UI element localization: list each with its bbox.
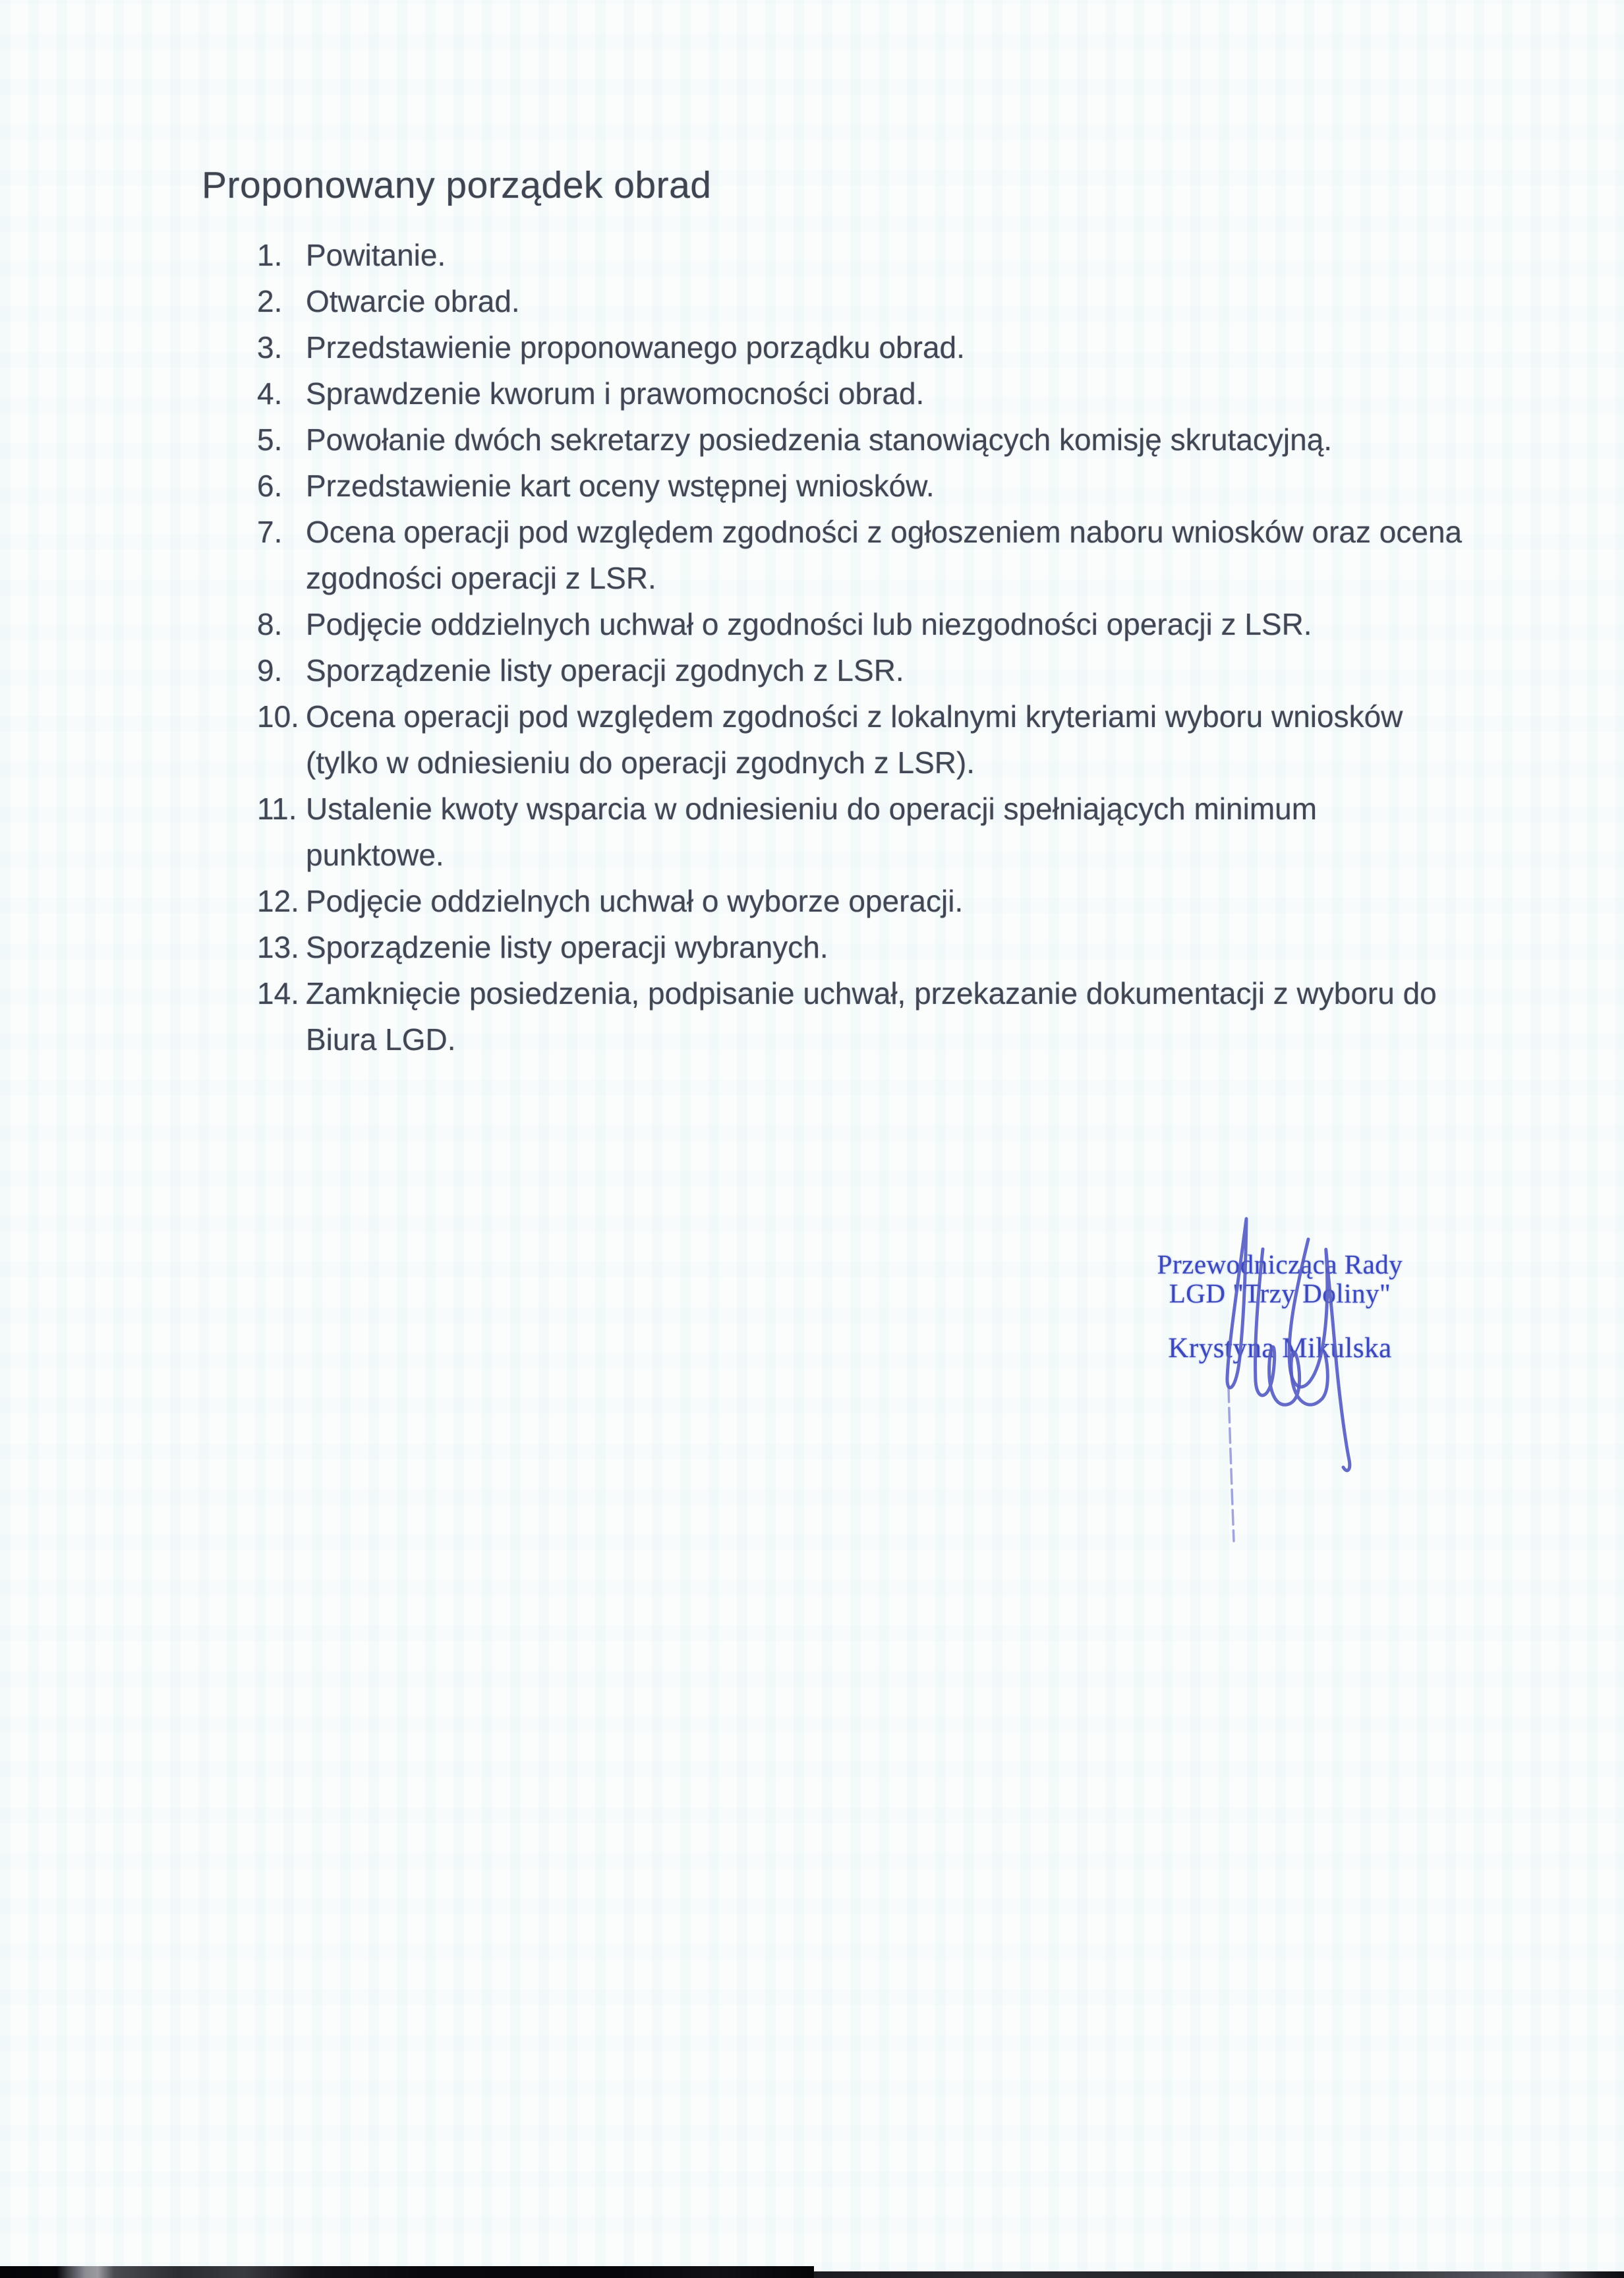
agenda-item-number: 9. <box>257 653 283 687</box>
agenda-item <box>257 647 1462 693</box>
agenda-item-line: Zamknięcie posiedzenia, podpisanie uchwał, przekazanie dokumentacji z wyboru do <box>306 976 1437 1010</box>
agenda-item-text <box>306 924 828 970</box>
agenda-item-number: 8. <box>257 607 283 641</box>
agenda-item-number: 4. <box>257 376 283 411</box>
agenda-item-text <box>306 370 924 417</box>
agenda-item <box>257 509 1462 601</box>
agenda-item-text <box>306 693 1403 786</box>
scan-artifact-bottom-right <box>814 2271 1624 2278</box>
agenda-item-line: Sprawdzenie kworum i prawomocności obrad. <box>306 376 925 411</box>
stamp-organization-line: LGD "Trzy Doliny" <box>1169 1278 1391 1308</box>
agenda-item-line: Powitanie. <box>306 238 446 272</box>
agenda-item-line: Ocena operacji pod względem zgodności z ogłoszeniem naboru wniosków oraz ocena <box>306 515 1463 549</box>
stamp-signer-name: Krystyna Mikulska <box>1168 1333 1392 1364</box>
agenda-item-line: (tylko w odniesieniu do operacji zgodnych z LSR). <box>306 745 975 780</box>
agenda-item-line: Przedstawienie proponowanego porządku obrad. <box>306 330 965 365</box>
agenda-item-text <box>306 324 965 370</box>
agenda-item <box>257 370 1462 417</box>
agenda-item-number: 3. <box>257 330 283 365</box>
handwritten-signature <box>1219 1206 1378 1549</box>
agenda-item-number: 11. <box>257 792 297 826</box>
agenda-item-line: Powołanie dwóch sekretarzy posiedzenia stanowiących komisję skrutacyjną. <box>306 423 1333 457</box>
agenda-item <box>257 878 1462 924</box>
agenda-item-number: 7. <box>257 515 283 549</box>
agenda-item-number: 10. <box>257 699 299 734</box>
agenda-item <box>257 324 1462 370</box>
agenda-item-line: Otwarcie obrad. <box>306 284 520 318</box>
agenda-item-line: Sporządzenie listy operacji zgodnych z LSR. <box>306 653 904 687</box>
agenda-item-text <box>306 647 904 693</box>
agenda-item-number: 2. <box>257 284 283 318</box>
agenda-item-number: 13. <box>257 930 299 964</box>
agenda-item <box>257 232 1462 278</box>
scan-artifact-bottom-left <box>0 2266 814 2278</box>
agenda-item-text <box>306 232 446 278</box>
agenda-item-number: 14. <box>257 976 299 1010</box>
agenda-item-number: 5. <box>257 423 283 457</box>
agenda-item-line: Podjęcie oddzielnych uchwał o wyborze operacji. <box>306 884 964 918</box>
agenda-item-line: zgodności operacji z LSR. <box>306 561 656 595</box>
agenda-item <box>257 693 1462 786</box>
agenda-item-text <box>306 878 963 924</box>
agenda-item-number: 1. <box>257 238 283 272</box>
agenda-item <box>257 417 1462 463</box>
agenda-item <box>257 786 1462 878</box>
page-title: Proponowany porządek obrad <box>202 164 712 206</box>
agenda-item <box>257 601 1462 647</box>
agenda-item <box>257 463 1462 509</box>
agenda-item <box>257 278 1462 324</box>
agenda-item <box>257 924 1462 970</box>
agenda-item-text <box>306 970 1437 1063</box>
agenda-item-line: Przedstawienie kart oceny wstępnej wniosków. <box>306 469 935 503</box>
agenda-item-text <box>306 509 1462 601</box>
agenda-list <box>257 232 1462 1063</box>
agenda-item-text <box>306 601 1312 647</box>
agenda-item-line: Ustalenie kwoty wsparcia w odniesieniu do operacji spełniających minimum <box>306 792 1318 826</box>
agenda-item-line: Sporządzenie listy operacji wybranych. <box>306 930 828 964</box>
agenda-item-line: Podjęcie oddzielnych uchwał o zgodności lub niezgodności operacji z LSR. <box>306 607 1312 641</box>
agenda-item-line: Biura LGD. <box>306 1022 456 1057</box>
agenda-item-text <box>306 463 935 509</box>
agenda-item-text <box>306 417 1332 463</box>
agenda-item-line: Ocena operacji pod względem zgodności z lokalnymi kryteriami wyboru wniosków <box>306 699 1403 734</box>
agenda-item-number: 6. <box>257 469 283 503</box>
agenda-item-text <box>306 278 520 324</box>
agenda-item-text <box>306 786 1317 878</box>
stamp-role-line: Przewodnicząca Rady <box>1157 1249 1403 1279</box>
agenda-item-number: 12. <box>257 884 299 918</box>
agenda-item <box>257 970 1462 1063</box>
agenda-item-line: punktowe. <box>306 838 444 872</box>
